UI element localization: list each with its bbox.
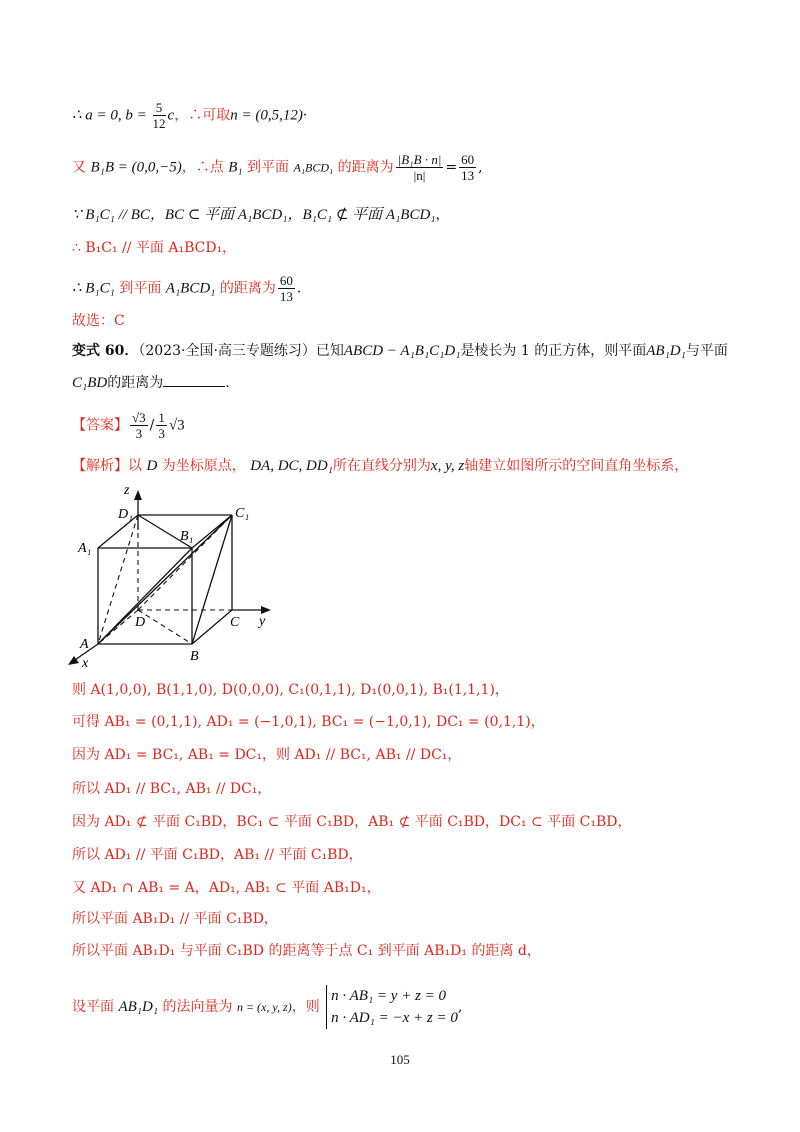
text-run: ，则 xyxy=(291,999,320,1015)
fraction xyxy=(153,100,166,131)
analysis-line-normal-vector xyxy=(72,985,462,1029)
analysis-line-points: 则 A(1,0,0), B(1,1,0), D(0,0,0), C₁(0,1,1), D₁(0,0,1), B₁(1,1,1)， xyxy=(72,682,509,698)
separator: / xyxy=(149,417,155,434)
label-x: x xyxy=(82,656,89,670)
math-expr: ，B₁C₁ ⊄ 平面 A₁BCD₁ xyxy=(287,207,436,223)
math-expr: n = (x, y, z) xyxy=(236,1000,292,1014)
text-run: （2023·全国·高三专题练习）已知 xyxy=(138,343,344,359)
math-expr: AB₁D₁ xyxy=(118,999,159,1015)
edge-BC xyxy=(192,610,232,644)
punctuation: , xyxy=(478,159,483,176)
label-B: B xyxy=(190,649,199,664)
label-C: C xyxy=(230,615,240,630)
math-expr: A₁BCD₁ xyxy=(165,280,216,297)
text-run: 是棱长为 1 的正方体，则平面 xyxy=(460,343,647,359)
fraction-numerator: √3 xyxy=(132,410,146,425)
label-A1: A₁ xyxy=(78,541,92,556)
fraction-numerator: 60 xyxy=(279,273,293,288)
punctuation: . xyxy=(225,375,230,391)
hidden-diag-DB xyxy=(138,610,192,644)
text-run: 的距离为 xyxy=(107,375,164,391)
analysis-intro xyxy=(72,456,688,476)
text-run: 又 xyxy=(72,159,86,176)
fraction xyxy=(459,152,476,183)
fraction-denominator: 3 xyxy=(135,426,143,441)
text-run: ，∴点 xyxy=(181,159,224,176)
y-arrow-icon xyxy=(261,606,271,614)
fraction-denominator: 13 xyxy=(461,168,475,183)
analysis-line-parallel-plane: 所以 AD₁ // 平面 C₁BD，AB₁ // 平面 C₁BD， xyxy=(72,847,363,863)
text-run: 以 xyxy=(128,458,142,474)
problem-label: 变式 60． xyxy=(72,343,139,359)
answer-line xyxy=(72,410,185,441)
text-run: 与平面 xyxy=(685,343,728,359)
text-run: 设平面 xyxy=(72,999,114,1015)
label-D1: D₁ xyxy=(118,507,133,522)
analysis-line-containment: 因为 AD₁ ⊄ 平面 C₁BD，BC₁ ⊂ 平面 C₁BD，AB₁ ⊄ 平面 C₁BD，DC₁ ⊂ 平面 C₁BD， xyxy=(72,814,632,830)
fraction xyxy=(156,410,167,441)
answer-label: 【答案】 xyxy=(72,417,128,434)
z-arrow-icon xyxy=(134,490,142,500)
label-B1: B₁ xyxy=(180,529,194,544)
text-run: 所在直线分别为 xyxy=(332,458,431,474)
solution-line-5 xyxy=(72,273,301,304)
fraction-numerator: |B₁B · n| xyxy=(397,152,442,167)
label-A: A xyxy=(80,637,89,652)
x-arrow-icon xyxy=(68,656,79,665)
math-expr: ，BC ⊂ 平面 A₁BCD₁ xyxy=(149,207,288,223)
math-expr: ∴ B₁C₁ xyxy=(72,280,115,297)
math-expr: ∵ B₁C₁ // BC xyxy=(72,207,150,223)
fraction xyxy=(396,152,444,183)
math-expr: AB₁D₁ xyxy=(646,343,686,359)
analysis-line-equal-vectors: 因为 AD₁ = BC₁, AB₁ = DC₁，则 AD₁ // BC₁, AB₁ // DC₁， xyxy=(72,747,462,763)
fraction-denominator: 3 xyxy=(158,426,165,441)
text-run: 的距离为 xyxy=(337,159,394,176)
label-C1: C₁ xyxy=(235,506,250,521)
analysis-line-distance: 所以平面 AB₁D₁ 与平面 C₁BD 的距离等于点 C₁ 到平面 AB₁D₁ 的距离 d， xyxy=(72,943,541,959)
answer-choice: 故选：C xyxy=(72,313,125,329)
text-run: 轴建立如图所示的空间直角坐标系， xyxy=(464,458,689,474)
text-run: 到平面 xyxy=(247,159,290,176)
text-run: 为坐标原点， xyxy=(161,458,246,474)
equation: n · AB₁ = y + z = 0 xyxy=(331,988,447,1004)
fraction-denominator: 13 xyxy=(279,289,293,304)
fraction-numerator: 1 xyxy=(158,410,165,425)
analysis-line-intersection: 又 AD₁ ∩ AB₁ = A，AD₁, AB₁ ⊂ 平面 AB₁D₁， xyxy=(72,880,381,896)
fraction-denominator: |n| xyxy=(413,168,426,183)
text-run: 到平面 xyxy=(119,280,162,297)
solution-line-1 xyxy=(72,100,307,131)
fraction-numerator: 5 xyxy=(153,100,166,116)
equation-system xyxy=(326,985,458,1029)
analysis-label: 【解析】 xyxy=(72,458,128,474)
problem-statement xyxy=(72,341,728,361)
math-expr: DA, DC, DD₁ xyxy=(250,458,333,474)
label-y: y xyxy=(259,614,266,629)
punctuation: · xyxy=(302,107,308,124)
equation: n · AD₁ = −x + z = 0 xyxy=(331,1010,458,1026)
analysis-line-planes-parallel: 所以平面 AB₁D₁ // 平面 C₁BD， xyxy=(72,911,278,927)
math-expr: n = (0,5,12) xyxy=(230,107,303,124)
math-expr: C₁BD xyxy=(72,375,108,391)
text-run: ∴ B₁C₁ // 平面 A₁BCD₁， xyxy=(72,240,237,256)
text-run: ，∴可取 xyxy=(174,107,231,124)
equals-sign: = xyxy=(445,159,458,176)
label-z: z xyxy=(124,483,130,498)
cube-diagram xyxy=(60,480,280,670)
fraction-numerator: 60 xyxy=(461,152,475,167)
math-expr: √3 xyxy=(168,417,185,434)
math-expr: B₁ xyxy=(228,159,243,176)
math-expr: A₁BCD₁ xyxy=(293,160,334,175)
label-D: D xyxy=(135,615,146,630)
math-expr: ABCD − A₁B₁C₁D₁ xyxy=(343,343,461,359)
fraction xyxy=(130,410,148,441)
analysis-line-vectors: 可得 AB₁ = (0,1,1), AD₁ = (−1,0,1), BC₁ = (−1,0,1), DC₁ = (0,1,1)， xyxy=(72,714,545,730)
punctuation: , xyxy=(457,999,463,1015)
analysis-line-parallel: 所以 AD₁ // BC₁, AB₁ // DC₁， xyxy=(72,781,272,797)
math-expr: D xyxy=(146,458,158,474)
solution-line-2 xyxy=(72,152,483,183)
solution-line-4 xyxy=(72,238,236,258)
fraction xyxy=(278,273,295,304)
punctuation: ， xyxy=(435,207,450,223)
text-run: 的距离为 xyxy=(219,280,276,297)
punctuation: . xyxy=(296,280,302,297)
page-number: 105 xyxy=(390,1052,410,1067)
text-run: 的法向量为 xyxy=(162,999,233,1015)
math-expr: x, y, z xyxy=(430,458,465,474)
math-expr: B₁B = (0,0,−5) xyxy=(90,159,182,176)
math-expr: ∴ a = 0, b = xyxy=(72,107,151,124)
solution-line-3 xyxy=(72,205,450,225)
math-expr: c xyxy=(167,107,175,124)
problem-statement-cont xyxy=(72,372,230,393)
fraction-denominator: 12 xyxy=(152,116,166,131)
answer-blank xyxy=(163,372,225,387)
